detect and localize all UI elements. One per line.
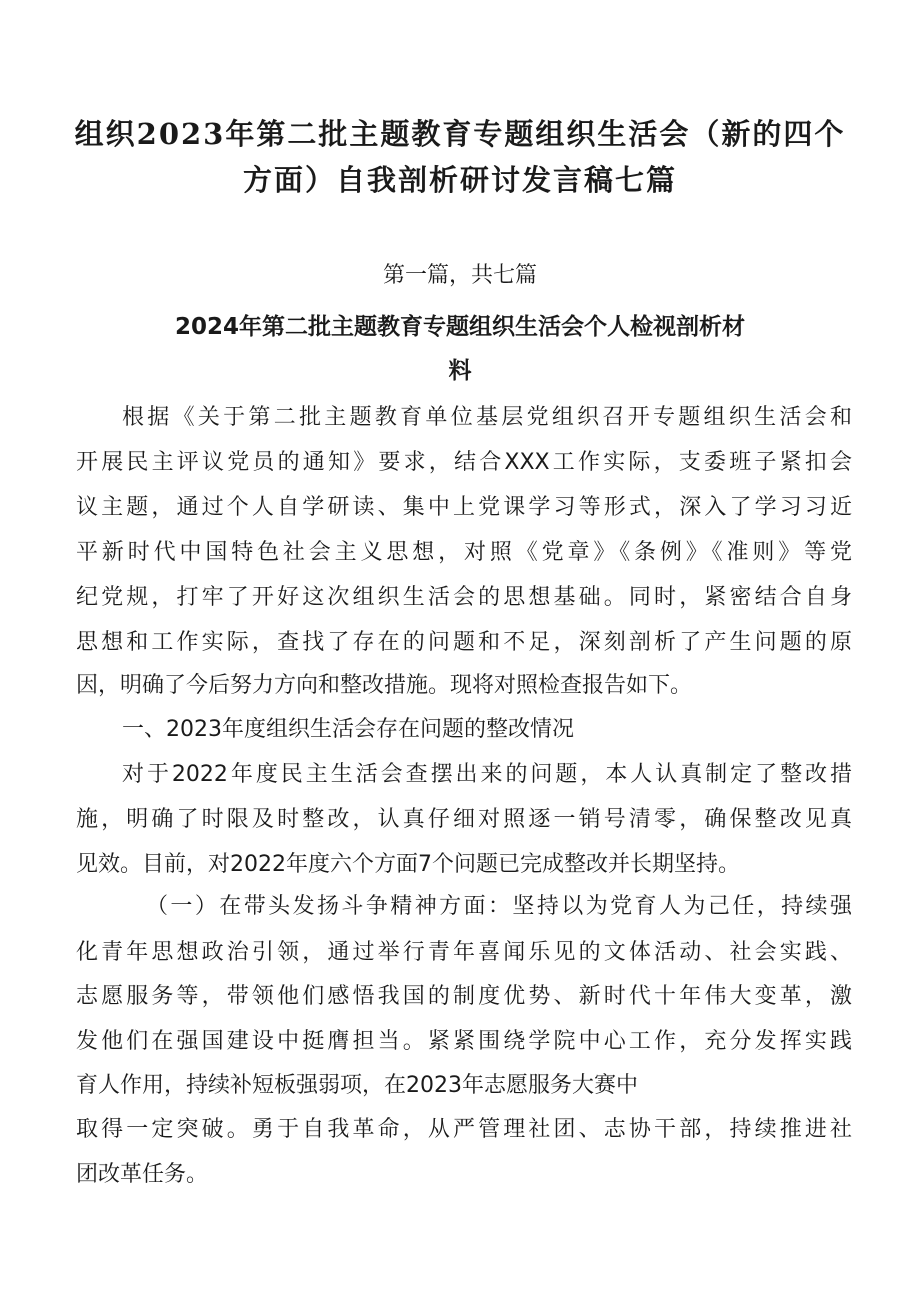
document-title-line-1: 组织2023年第二批主题教育专题组织生活会（新的四个 — [74, 117, 846, 151]
document-title-line-2: 方面）自我剖析研讨发言稿七篇 — [242, 163, 677, 197]
body-line: 施，明确了时限及时整改，认真仔细对照逐一销号清零，确保整改见真 — [76, 807, 852, 832]
body-line: 根据《关于第二批主题教育单位基层党组织召开专题组织生活会和 — [122, 405, 852, 430]
section-heading: 一、2023年度组织生活会存在问题的整改情况 — [122, 717, 574, 742]
body-line: 化青年思想政治引领，通过举行青年喜闻乐见的文体活动、社会实践、 — [76, 940, 852, 965]
article-title-line-2: 料 — [448, 358, 472, 384]
body-line: 团改革任务。 — [76, 1162, 209, 1187]
body-line: 因，明确了今后努力方向和整改措施。现将对照检查报告如下。 — [76, 673, 693, 698]
body-line: 思想和工作实际，查找了存在的问题和不足，深刻剖析了产生问题的原 — [76, 630, 852, 655]
body-line: 见效。目前，对2022年度六个方面7个问题已完成整改并长期坚持。 — [76, 852, 740, 877]
body-line: 发他们在强国建设中挺膺担当。紧紧围绕学院中心工作，充分发挥实践 — [76, 1029, 852, 1054]
article-title-line-1: 2024年第二批主题教育专题组织生活会个人检视剖析材 — [174, 314, 745, 340]
body-line: 对于2022年度民主生活会查摆出来的问题，本人认真制定了整改措 — [122, 762, 852, 787]
body-line: 议主题，通过个人自学研读、集中上党课学习等形式，深入了学习习近 — [76, 495, 852, 520]
body-line: 取得一定突破。勇于自我革命，从严管理社团、志协干部，持续推进社 — [76, 1117, 852, 1142]
body-line: 纪党规，打牢了开好这次组织生活会的思想基础。同时，紧密结合自身 — [76, 585, 852, 610]
body-line: 开展民主评议党员的通知》要求，结合XXX工作实际，支委班子紧扣会 — [76, 450, 852, 475]
body-line: 志愿服务等，带领他们感悟我国的制度优势、新时代十年伟大变革，激 — [76, 984, 852, 1009]
body-line: 育人作用，持续补短板强弱项，在2023年志愿服务大赛中 — [76, 1073, 638, 1098]
body-line: （一）在带头发扬斗争精神方面：坚持以为党育人为己任，持续强 — [146, 894, 852, 919]
body-line: 平新时代中国特色社会主义思想，对照《党章》《条例》《准则》等党 — [76, 540, 852, 565]
section-label: 第一篇，共七篇 — [382, 263, 537, 288]
